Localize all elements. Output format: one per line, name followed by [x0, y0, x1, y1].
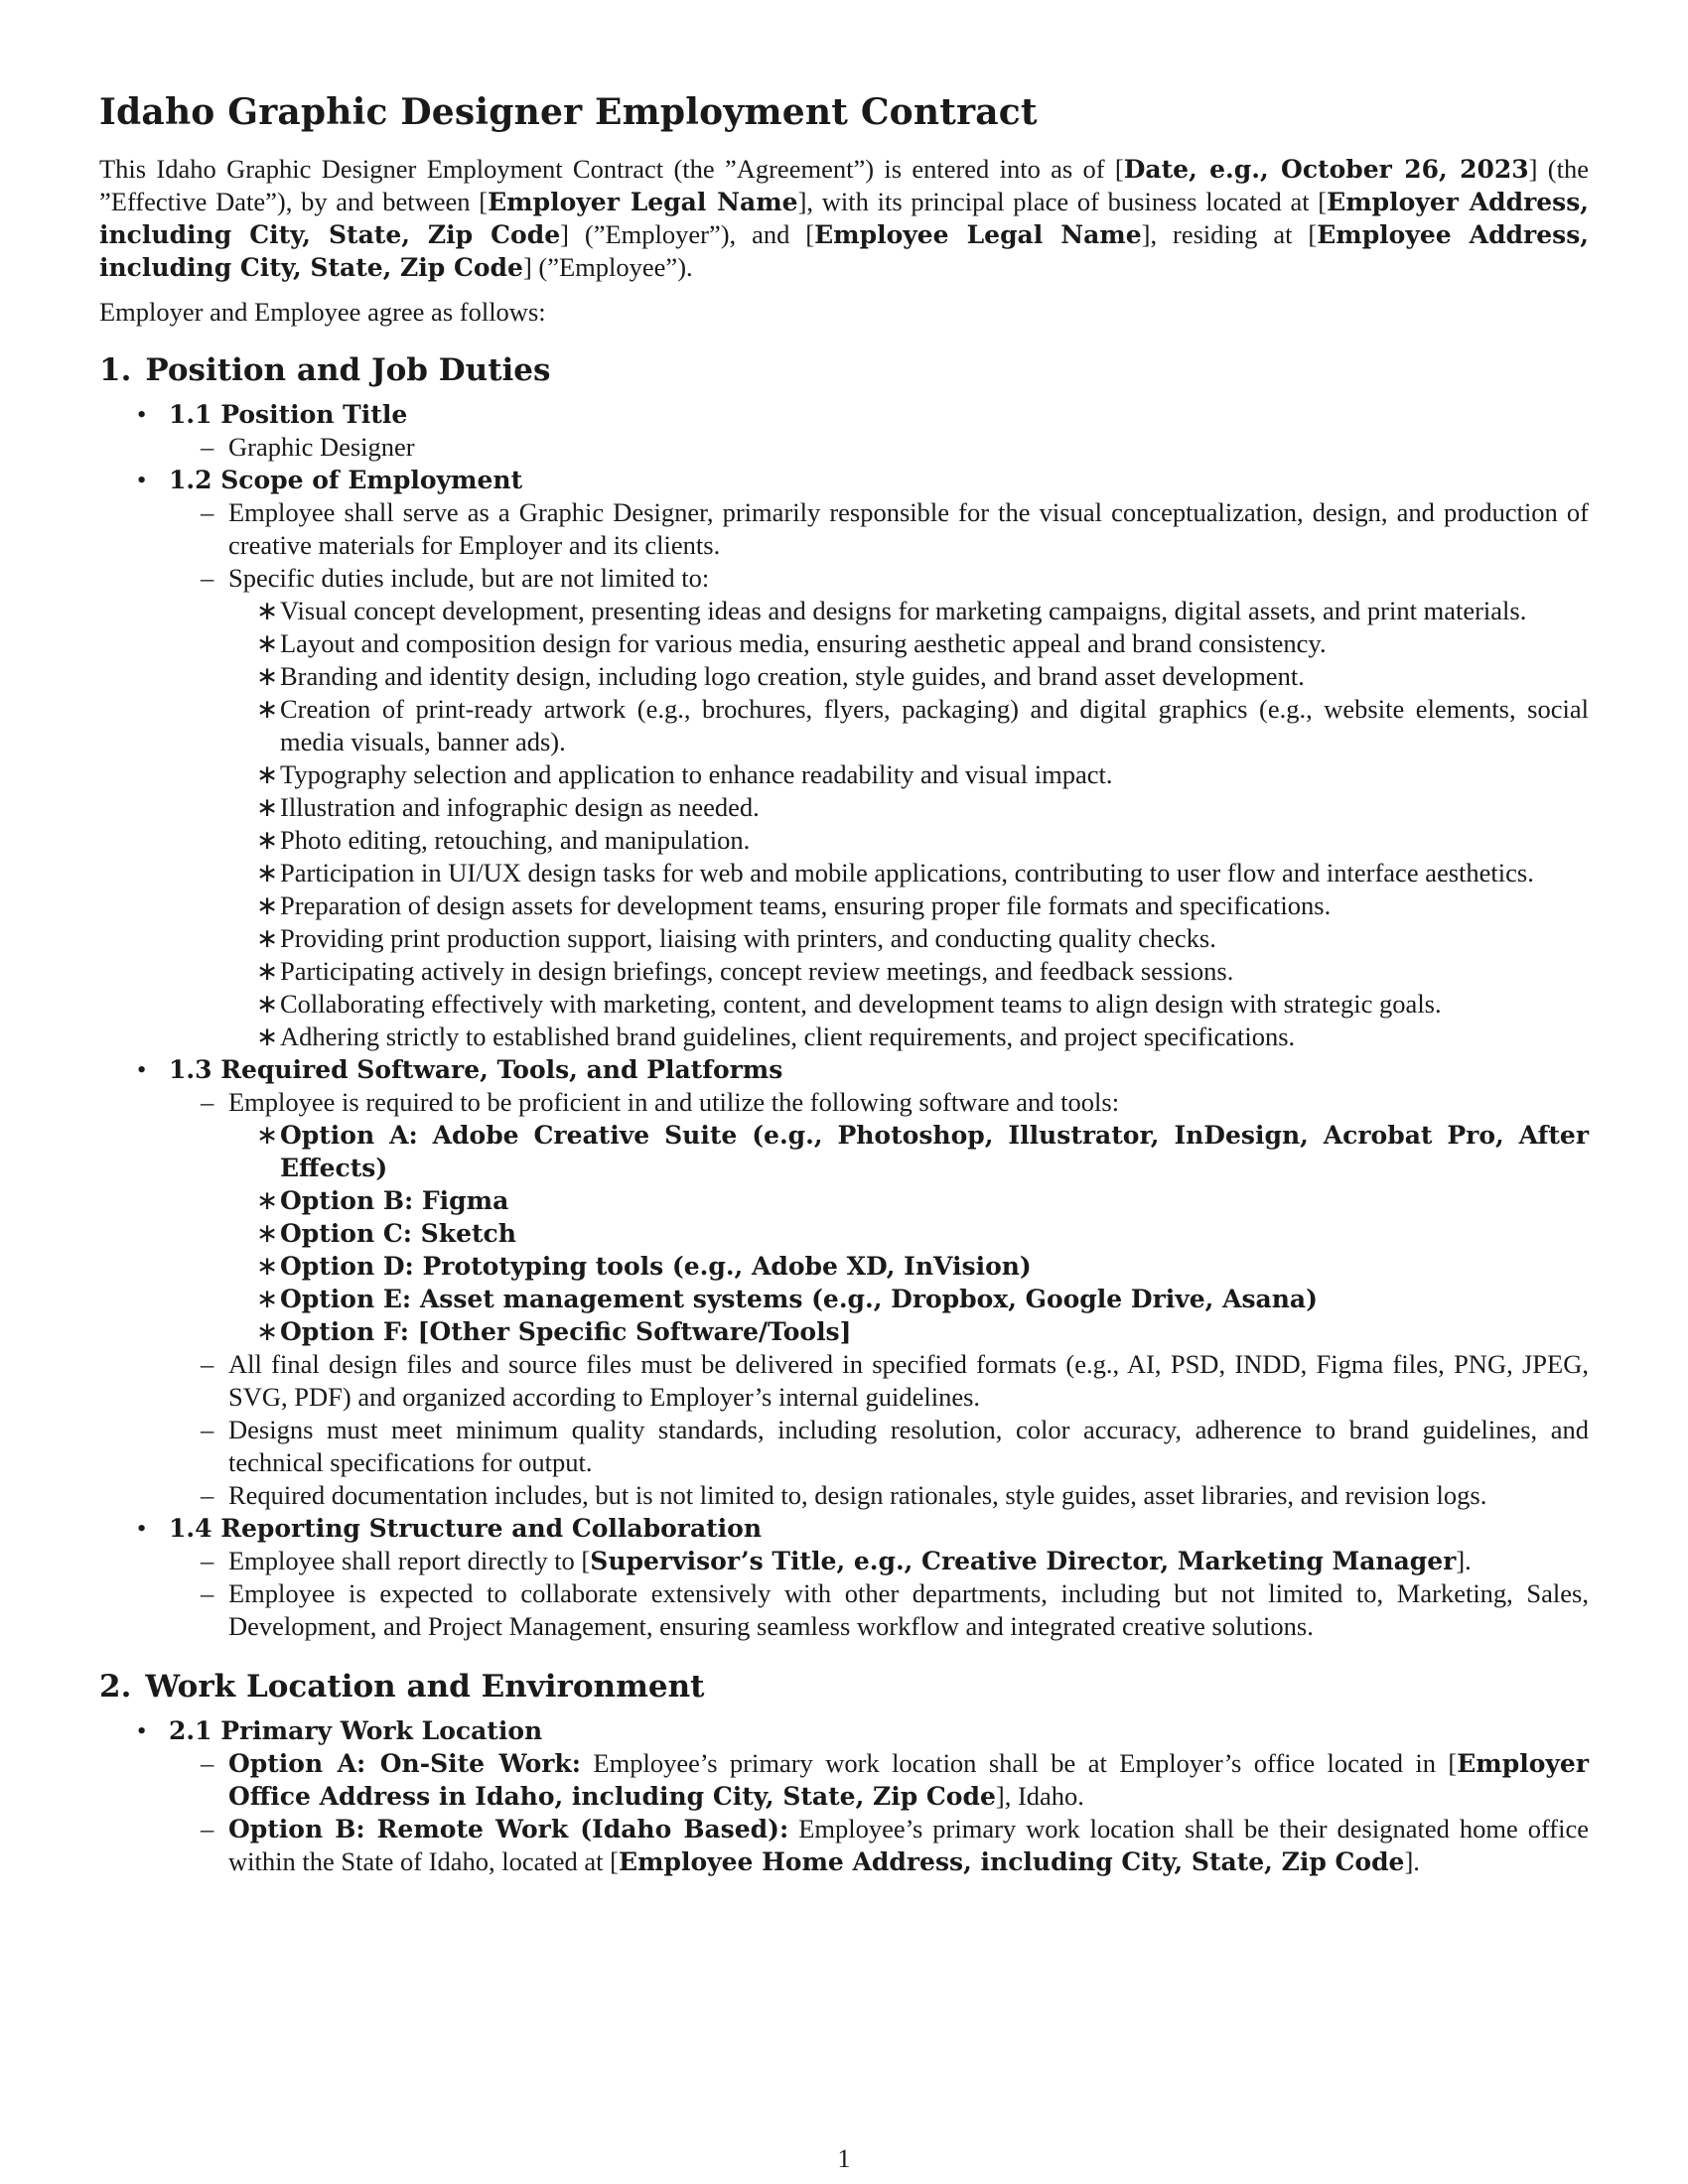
intro-text: ], with its principal place of business located at [	[797, 187, 1328, 216]
subsection-heading: 1.3 Required Software, Tools, and Platforms	[169, 1055, 783, 1084]
dash: –	[201, 1814, 214, 1843]
section-number: 1.	[99, 352, 132, 388]
dash: –	[201, 1349, 214, 1379]
subsection-1-1	[99, 398, 1589, 464]
option-label: Option B: Remote Work (Idaho Based):	[228, 1815, 789, 1843]
software-option: ∗ Option F: [Other Specific Software/Tools]	[256, 1316, 852, 1346]
list-item: – Option B: Remote Work (Idaho Based): Employee’s primary work location shall be their designated home office within the State of Idaho, located at [Employee Home Address, including City, State, Zip Code].	[201, 1814, 1589, 1876]
list-item: – Employee shall serve as a Graphic Designer, primarily responsible for the visual conceptualization, design, and production of creative materials for Employer and its clients.	[201, 497, 1589, 560]
dash: –	[201, 1480, 214, 1510]
intro-text: ], residing at [	[1141, 219, 1318, 249]
dash: –	[201, 497, 214, 527]
bullet: •	[137, 1715, 147, 1745]
section-title: Work Location and Environment	[145, 1669, 705, 1705]
bullet: •	[137, 399, 147, 429]
duty-item: ∗ Participation in UI/UX design tasks for web and mobile applications, contributing to user flow and interface aesthetics.	[256, 858, 1534, 887]
option-label: Option A: On-Site Work:	[228, 1749, 581, 1778]
intro-text: This Idaho Graphic Designer Employment Contract (the ”Agreement”) is entered into as of [	[99, 154, 1124, 184]
list-item: – Option A: On-Site Work: Employee’s primary work location shall be at Employer’s office located in [Employer Office Address in Idaho, including City, State, Zip Code], Idaho.	[201, 1748, 1589, 1811]
dash: –	[201, 1087, 214, 1117]
section-title: Position and Job Duties	[145, 352, 551, 388]
subsection-heading: 1.1 Position Title	[169, 400, 408, 429]
document-page	[99, 87, 1589, 1878]
duty-item: ∗ Creation of print-ready artwork (e.g., brochures, flyers, packaging) and digital graphics (e.g., website elements, social media visuals, banner ads).	[256, 694, 1589, 756]
dash: –	[201, 1748, 214, 1778]
duty-item: ∗ Participating actively in design briefings, concept review meetings, and feedback sessions.	[256, 956, 1234, 986]
subsection-heading: 1.4 Reporting Structure and Collaboration	[169, 1514, 763, 1543]
bullet: •	[137, 1054, 147, 1084]
effective-date-placeholder: Date, e.g., October 26, 2023	[1123, 155, 1529, 184]
list-item: – All final design files and source files must be delivered in specified formats (e.g., AI, PSD, INDD, Figma files, PNG, JPEG, SVG, PDF) and organized according to Employer’s internal guidelines.	[201, 1349, 1589, 1412]
duty-item: ∗ Layout and composition design for various media, ensuring aesthetic appeal and brand consistency.	[256, 628, 1327, 658]
duty-item: ∗ Preparation of design assets for development teams, ensuring proper file formats and specifications.	[256, 890, 1332, 920]
home-address-placeholder: Employee Home Address, including City, State, Zip Code	[618, 1847, 1405, 1876]
intro-text: ] (”Employee”).	[522, 252, 693, 282]
intro-paragraph	[99, 153, 1589, 284]
subsection-1-4	[99, 1512, 1589, 1643]
dash: –	[201, 432, 214, 462]
subsection-heading: 1.2 Scope of Employment	[169, 466, 523, 494]
bullet: •	[137, 1513, 147, 1543]
dash: –	[201, 1415, 214, 1444]
subsection-1-3	[99, 1053, 1589, 1512]
duty-item: ∗ Branding and identity design, including logo creation, style guides, and brand asset development.	[256, 661, 1305, 691]
employee-address-placeholder: Employee Address, including City, State, Zip Code	[99, 220, 1589, 282]
list-item: – Employee shall report directly to [Supervisor’s Title, e.g., Creative Director, Marketing Manager].	[201, 1546, 1472, 1575]
software-option: ∗ Option B: Figma	[256, 1185, 509, 1215]
supervisor-placeholder: Supervisor’s Title, e.g., Creative Director, Marketing Manager	[590, 1547, 1457, 1575]
page-number: 1	[837, 2144, 851, 2173]
software-option: ∗ Option E: Asset management systems (e.g., Dropbox, Google Drive, Asana)	[256, 1284, 1318, 1313]
intro-text: ] (the ”Effective Date”), by and between [	[99, 154, 1590, 216]
list-item: – Employee is required to be proficient in and utilize the following software and tools: ∗ Option A: Adobe Creative Suite (e.g., Photoshop, Illustrator, InDesign, Acrobat Pro, After Effects) ∗ Option B: Figma ∗ Option C: Sketch ∗ Option D: Prototyping tools (e.g., Adobe XD, InVision) ∗ Option E: Asset management systems (e.g., Dropbox, Google Drive, Asana) ∗ Option F: [Other Specific Software/Tools]	[201, 1087, 1589, 1346]
office-address-placeholder: Employer Office Address in Idaho, including City, State, Zip Code	[228, 1749, 1589, 1811]
dash: –	[201, 1578, 214, 1608]
intro-text: ] (”Employer”), and [	[560, 219, 815, 249]
duty-item: ∗ Illustration and infographic design as needed.	[256, 792, 760, 822]
subsection-heading: 2.1 Primary Work Location	[169, 1716, 543, 1745]
duties-list	[228, 595, 1589, 1053]
dash: –	[201, 563, 214, 593]
software-option: ∗ Option D: Prototyping tools (e.g., Adobe XD, InVision)	[256, 1251, 1032, 1281]
duty-item: ∗ Collaborating effectively with marketing, content, and development teams to align design with strategic goals.	[256, 989, 1442, 1019]
dash: –	[201, 1546, 214, 1575]
agree-line: Employer and Employee agree as follows:	[99, 297, 546, 327]
employer-name-placeholder: Employer Legal Name	[488, 188, 798, 216]
list-item: – Specific duties include, but are not limited to: ∗ Visual concept development, presenting ideas and designs for marketing campaigns, digital assets, and print materials. ∗ Layout and composition design for various media, ensuring aesthetic appeal and brand consistency. ∗ Branding and identity design, including logo creation, style guides, and brand asset development. ∗ Creation of print-ready artwork (e.g., brochures, flyers, packaging) and digital graphics (e.g., website elements, social media visuals, banner ads). ∗ Typography selection and application to enhance readability and visual impact. ∗ Illustration and infographic design as needed. ∗ Photo editing, retouching, and manipulation. ∗ Participation in UI/UX design tasks for web and mobile applications, contributing to user flow and interface aesthetics. ∗ Preparation of design assets for development teams, ensuring proper file formats and specifications. ∗ Providing print production support, liaising with printers, and conducting quality checks. ∗ Participating actively in design briefings, concept review meetings, and feedback sessions. ∗ Collaborating effectively with marketing, content, and development teams to align design with strategic goals. ∗ Adhering strictly to established brand guidelines, client requirements, and project specifications.	[201, 563, 1589, 1051]
list-item: – Required documentation includes, but is not limited to, design rationales, style guides, asset libraries, and revision logs.	[201, 1480, 1487, 1510]
section-1-list	[99, 398, 1589, 1643]
software-option: ∗ Option A: Adobe Creative Suite (e.g., Photoshop, Illustrator, InDesign, Acrobat Pro, After Effects)	[256, 1120, 1589, 1182]
section-1-heading	[99, 348, 1589, 392]
duty-item: ∗ Typography selection and application to enhance readability and visual impact.	[256, 759, 1113, 789]
list-item: – Graphic Designer	[201, 432, 415, 462]
employer-address-placeholder: Employer Address, including City, State, Zip Code	[99, 188, 1589, 249]
duty-item: ∗ Photo editing, retouching, and manipulation.	[256, 825, 751, 855]
list-item: – Employee is expected to collaborate extensively with other departments, including but not limited to, Marketing, Sales, Development, and Project Management, ensuring seamless workflow and integrated creative solutions.	[201, 1578, 1589, 1641]
duty-item: ∗ Adhering strictly to established brand guidelines, client requirements, and project specifications.	[256, 1022, 1296, 1051]
duty-item: ∗ Visual concept development, presenting ideas and designs for marketing campaigns, digital assets, and print materials.	[256, 596, 1527, 625]
document-title: Idaho Graphic Designer Employment Contract	[99, 91, 1038, 133]
list-item: – Designs must meet minimum quality standards, including resolution, color accuracy, adherence to brand guidelines, and technical specifications for output.	[201, 1415, 1589, 1477]
software-options-list	[228, 1119, 1589, 1348]
section-2-list	[99, 1714, 1589, 1878]
duty-item: ∗ Providing print production support, liaising with printers, and conducting quality checks.	[256, 923, 1216, 953]
bullet: •	[137, 465, 147, 494]
employee-name-placeholder: Employee Legal Name	[814, 220, 1142, 249]
section-2-heading	[99, 1665, 1589, 1708]
subsection-2-1	[99, 1714, 1589, 1878]
software-option: ∗ Option C: Sketch	[256, 1218, 516, 1248]
section-number: 2.	[99, 1669, 132, 1705]
subsection-1-2	[99, 464, 1589, 1053]
